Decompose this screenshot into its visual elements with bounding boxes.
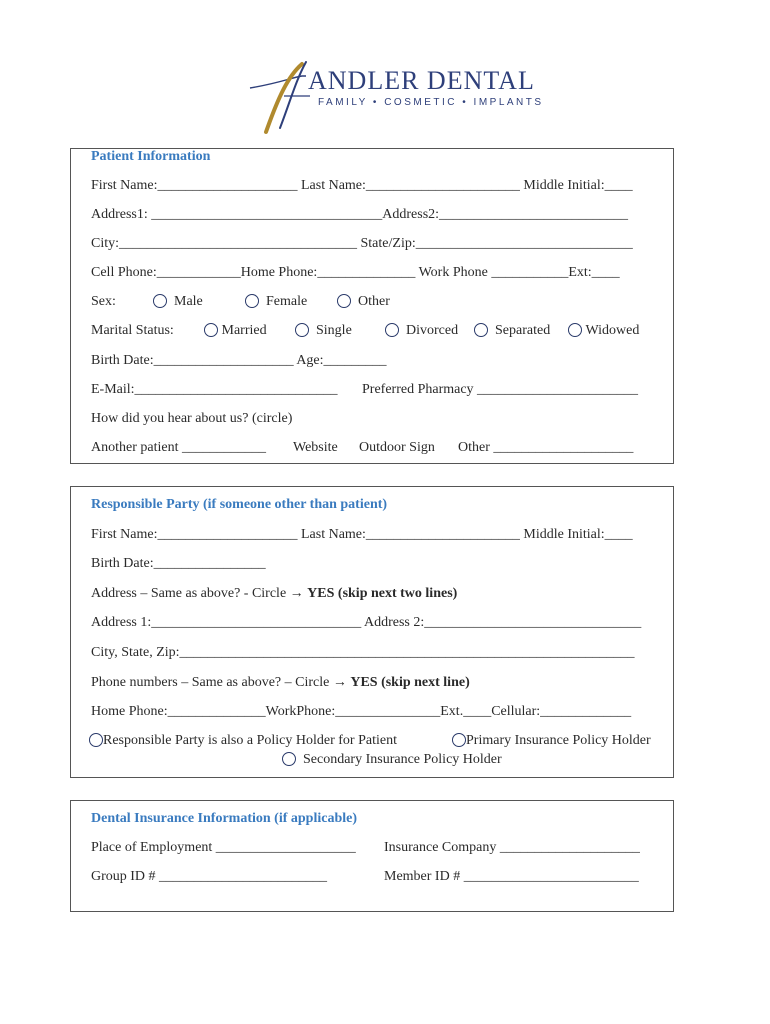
primary-holder-option[interactable]: Primary Insurance Policy Holder [452,733,651,749]
preferred-pharmacy-field[interactable]: Preferred Pharmacy _______________________ [362,382,639,397]
place-of-employment-field[interactable]: Place of Employment ____________________ [91,840,356,855]
section-title: Patient Information [91,149,211,164]
referral-outdoor-sign[interactable]: Outdoor Sign [359,440,435,455]
patient-information-section [70,148,674,464]
marital-option-married[interactable]: Married [204,323,267,339]
patient-city-state-zip-fields[interactable]: City:__________________________________ State/Zip:_______________________________ [91,236,633,251]
radio-circle-icon[interactable] [282,752,296,766]
responsible-city-state-zip-field[interactable]: City, State, Zip:_________________________________________________________________ [91,645,635,660]
referral-website[interactable]: Website [293,440,338,455]
right-arrow-icon: → [289,586,304,601]
radio-circle-icon[interactable] [204,323,218,337]
birth-date-age-fields[interactable]: Birth Date:____________________ Age:_________ [91,353,387,368]
responsible-address-fields[interactable]: Address 1:______________________________ Address 2:_______________________________ [91,615,642,630]
responsible-birth-date-field[interactable]: Birth Date:________________ [91,556,266,571]
marital-option-widowed[interactable]: Widowed [568,323,639,339]
responsible-name-fields[interactable]: First Name:____________________ Last Name:______________________ Middle Initial:____ [91,527,633,542]
radio-circle-icon[interactable] [295,323,309,337]
marital-status-label: Marital Status: [91,323,174,338]
radio-circle-icon[interactable] [153,294,167,308]
sex-option-other[interactable]: Other [337,294,390,310]
patient-address-fields[interactable]: Address1: _________________________________Address2:___________________________ [91,207,629,222]
member-id-field[interactable]: Member ID # _________________________ [384,869,639,884]
right-arrow-icon: → [332,675,347,690]
radio-circle-icon[interactable] [89,733,103,747]
logo-name: ANDLER DENTAL [308,66,535,95]
group-id-field[interactable]: Group ID # ________________________ [91,869,328,884]
responsible-party-section [70,486,674,778]
logo-tagline: FAMILY • COSMETIC • IMPLANTS [318,97,544,108]
referral-question: How did you hear about us? (circle) [91,411,293,426]
patient-phone-fields[interactable]: Cell Phone:____________Home Phone:______________ Work Phone ___________Ext:____ [91,265,620,280]
referral-other[interactable]: Other ____________________ [458,440,634,455]
sex-option-male[interactable]: Male [153,294,203,310]
insurance-company-field[interactable]: Insurance Company ____________________ [384,840,640,855]
section-title: Responsible Party (if someone other than patient) [91,497,388,512]
sex-label: Sex: [91,294,116,309]
radio-circle-icon[interactable] [245,294,259,308]
phone-same-question[interactable]: Phone numbers – Same as above? – Circle → YES (skip next line) [91,675,470,690]
radio-circle-icon[interactable] [568,323,582,337]
referral-another-patient[interactable]: Another patient ____________ [91,440,266,455]
policy-holder-option[interactable]: Responsible Party is also a Policy Holder for Patient [89,733,397,749]
sex-option-female[interactable]: Female [245,294,307,310]
radio-circle-icon[interactable] [337,294,351,308]
marital-option-divorced[interactable]: Divorced [385,323,458,339]
marital-option-separated[interactable]: Separated [474,323,550,339]
patient-name-fields[interactable]: First Name:____________________ Last Name:______________________ Middle Initial:____ [91,178,633,193]
section-title: Dental Insurance Information (if applicable) [91,811,357,826]
responsible-phone-fields[interactable]: Home Phone:______________WorkPhone:_______________Ext.____Cellular:_____________ [91,704,632,719]
email-field[interactable]: E-Mail:_____________________________ [91,382,338,397]
radio-circle-icon[interactable] [452,733,466,747]
marital-option-single[interactable]: Single [295,323,352,339]
secondary-holder-option[interactable]: Secondary Insurance Policy Holder [282,752,502,768]
radio-circle-icon[interactable] [385,323,399,337]
radio-circle-icon[interactable] [474,323,488,337]
dental-insurance-section [70,800,674,912]
address-same-question[interactable]: Address – Same as above? - Circle → YES (skip next two lines) [91,586,458,601]
